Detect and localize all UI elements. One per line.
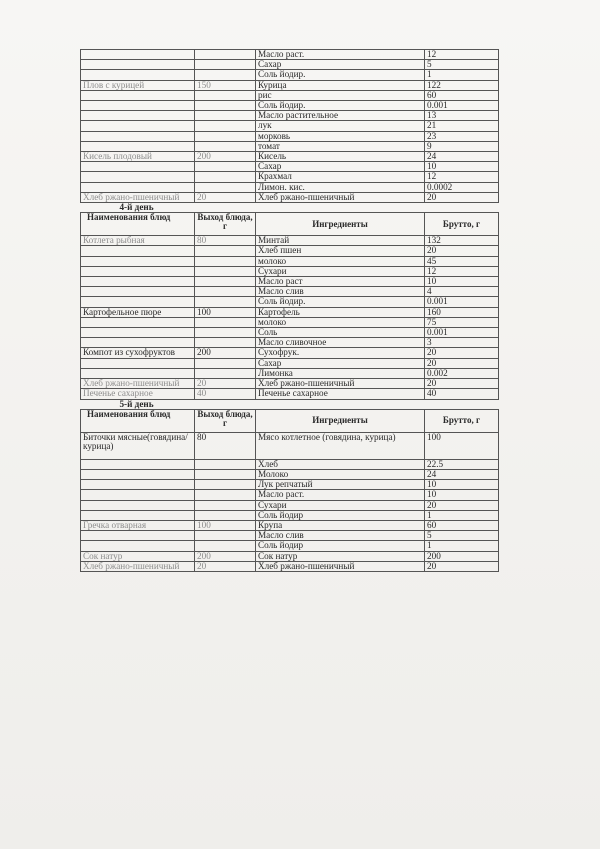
dish-name-cell (81, 490, 195, 500)
dish-name-cell (81, 131, 195, 141)
dish-name-cell (81, 111, 195, 121)
day-4-title-row (81, 203, 499, 213)
dish-name-cell (81, 368, 195, 378)
table-row (81, 551, 499, 561)
dish-yield-cell: 80 (195, 432, 256, 459)
ingredient-cell: Курица (256, 80, 425, 90)
table-header-row (81, 409, 499, 432)
gross-weight-cell: 10 (425, 490, 499, 500)
dish-yield-cell (195, 70, 256, 80)
table-row (81, 490, 499, 500)
ingredient-cell: Соль (256, 328, 425, 338)
gross-weight-cell: 20 (425, 348, 499, 358)
gross-weight-cell: 5 (425, 60, 499, 70)
table-row (81, 480, 499, 490)
ingredient-cell: Масло раст. (256, 50, 425, 60)
dish-name-cell (81, 358, 195, 368)
dish-name-cell (81, 50, 195, 60)
ingredient-cell: Соль йодир (256, 510, 425, 520)
ingredient-cell: Масло слив (256, 531, 425, 541)
gross-weight-cell: 20 (425, 358, 499, 368)
ingredient-cell: Масло растительное (256, 111, 425, 121)
day-title: 5-й день (119, 399, 154, 409)
dish-yield-cell: 200 (195, 551, 256, 561)
dish-yield-cell: 40 (195, 389, 256, 399)
dish-name-cell (81, 459, 195, 469)
ingredient-cell: Соль йодир. (256, 101, 425, 111)
dish-yield-cell: 100 (195, 307, 256, 317)
ingredient-cell: Лимон. кис. (256, 182, 425, 192)
dish-yield-cell (195, 60, 256, 70)
dish-yield-cell (195, 469, 256, 479)
gross-weight-cell: 1 (425, 541, 499, 551)
gross-weight-cell: 22.5 (425, 459, 499, 469)
empty-cell (256, 399, 425, 409)
dish-yield-cell (195, 510, 256, 520)
dish-name-cell (81, 266, 195, 276)
ingredient-cell: Хлеб ржано-пшеничный (256, 561, 425, 571)
gross-weight-cell: 24 (425, 469, 499, 479)
dish-yield-cell (195, 121, 256, 131)
dish-name-cell (81, 541, 195, 551)
header-yield: Выход блюда, г (195, 409, 256, 432)
dish-name-cell (81, 510, 195, 520)
dish-name-cell: Гречка отварная (81, 520, 195, 530)
dish-yield-cell: 200 (195, 348, 256, 358)
ingredient-cell: Лук репчатый (256, 480, 425, 490)
table-row (81, 358, 499, 368)
table-row (81, 60, 499, 70)
table-row (81, 469, 499, 479)
header-gross-weight: Брутто, г (425, 409, 499, 432)
dish-yield-cell (195, 338, 256, 348)
ingredient-cell: Молоко (256, 469, 425, 479)
dish-yield-cell (195, 368, 256, 378)
gross-weight-cell: 40 (425, 389, 499, 399)
table-row (81, 561, 499, 571)
ingredient-cell: морковь (256, 131, 425, 141)
ingredient-cell: Печенье сахарное (256, 389, 425, 399)
gross-weight-cell: 12 (425, 172, 499, 182)
ingredient-cell: Масло раст (256, 277, 425, 287)
gross-weight-cell: 132 (425, 236, 499, 246)
gross-weight-cell: 20 (425, 192, 499, 202)
table-row (81, 500, 499, 510)
ingredient-cell: молоко (256, 317, 425, 327)
dish-yield-cell: 100 (195, 520, 256, 530)
gross-weight-cell: 60 (425, 90, 499, 100)
dish-name-cell: Хлеб ржано-пшеничный (81, 561, 195, 571)
dish-name-cell (81, 90, 195, 100)
dish-yield-cell: 200 (195, 152, 256, 162)
gross-weight-cell: 0.001 (425, 328, 499, 338)
table-row (81, 182, 499, 192)
dish-yield-cell: 20 (195, 561, 256, 571)
dish-name-cell: Хлеб ржано-пшеничный (81, 192, 195, 202)
ingredient-cell: Крахмал (256, 172, 425, 182)
dish-yield-cell (195, 246, 256, 256)
dish-name-cell: Биточки мясные(говядина/курица) (81, 432, 195, 459)
gross-weight-cell: 13 (425, 111, 499, 121)
ingredient-cell: Сахар (256, 60, 425, 70)
ingredient-cell: Хлеб (256, 459, 425, 469)
dish-name-cell: Компот из сухофруктов (81, 348, 195, 358)
table-row (81, 121, 499, 131)
table-row (81, 246, 499, 256)
gross-weight-cell: 1 (425, 70, 499, 80)
table-row (81, 307, 499, 317)
gross-weight-cell: 1 (425, 510, 499, 520)
empty-cell (195, 203, 256, 213)
table-row (81, 459, 499, 469)
dish-name-cell (81, 328, 195, 338)
menu-table-body (81, 50, 499, 572)
table-row (81, 152, 499, 162)
dish-name-cell (81, 480, 195, 490)
dish-name-cell (81, 531, 195, 541)
gross-weight-cell: 75 (425, 317, 499, 327)
ingredient-cell: рис (256, 90, 425, 100)
ingredient-cell: Кисель (256, 152, 425, 162)
dish-name-cell (81, 338, 195, 348)
gross-weight-cell: 100 (425, 432, 499, 459)
dish-yield-cell (195, 131, 256, 141)
dish-yield-cell (195, 277, 256, 287)
dish-name-cell (81, 500, 195, 510)
table-row (81, 287, 499, 297)
ingredient-cell: Масло сливочное (256, 338, 425, 348)
table-row (81, 348, 499, 358)
table-row (81, 111, 499, 121)
header-dish-name: Наименования блюд (81, 409, 195, 432)
table-row (81, 192, 499, 202)
dish-yield-cell: 80 (195, 236, 256, 246)
table-row (81, 317, 499, 327)
ingredient-cell: Сахар (256, 162, 425, 172)
dish-name-cell (81, 121, 195, 131)
dish-yield-cell (195, 297, 256, 307)
ingredient-cell: Крупа (256, 520, 425, 530)
dish-name-cell (81, 162, 195, 172)
gross-weight-cell: 0.001 (425, 297, 499, 307)
dish-yield-cell (195, 500, 256, 510)
table-row (81, 277, 499, 287)
dish-yield-cell (195, 50, 256, 60)
ingredient-cell: лук (256, 121, 425, 131)
ingredient-cell: Картофель (256, 307, 425, 317)
dish-name-cell: Печенье сахарное (81, 389, 195, 399)
table-row (81, 266, 499, 276)
gross-weight-cell: 122 (425, 80, 499, 90)
table-row (81, 162, 499, 172)
table-row (81, 80, 499, 90)
ingredient-cell: томат (256, 141, 425, 151)
ingredient-cell: Хлеб пшен (256, 246, 425, 256)
gross-weight-cell: 0.0002 (425, 182, 499, 192)
dish-yield-cell (195, 358, 256, 368)
ingredient-cell: Соль йодир (256, 541, 425, 551)
table-row (81, 141, 499, 151)
empty-cell (256, 203, 425, 213)
dish-name-cell (81, 70, 195, 80)
table-row (81, 90, 499, 100)
dish-yield-cell (195, 480, 256, 490)
table-row (81, 531, 499, 541)
table-header-row (81, 213, 499, 236)
dish-name-cell (81, 297, 195, 307)
day-5-title-row (81, 399, 499, 409)
gross-weight-cell: 20 (425, 500, 499, 510)
ingredient-cell: Соль йодир. (256, 297, 425, 307)
dish-yield-cell (195, 287, 256, 297)
ingredient-cell: Минтай (256, 236, 425, 246)
ingredient-cell: Хлеб ржано-пшеничный (256, 192, 425, 202)
dish-yield-cell (195, 101, 256, 111)
dish-name-cell (81, 469, 195, 479)
dish-name-cell (81, 277, 195, 287)
gross-weight-cell: 200 (425, 551, 499, 561)
dish-yield-cell (195, 531, 256, 541)
empty-cell (425, 203, 499, 213)
table-row (81, 338, 499, 348)
day-title: 4-й день (119, 202, 154, 213)
dish-yield-cell: 20 (195, 379, 256, 389)
table-row (81, 389, 499, 399)
table-row (81, 131, 499, 141)
ingredient-cell: Сухари (256, 500, 425, 510)
gross-weight-cell: 10 (425, 480, 499, 490)
table-row (81, 101, 499, 111)
dish-name-cell (81, 246, 195, 256)
dish-yield-cell (195, 317, 256, 327)
ingredient-cell: Масло раст. (256, 490, 425, 500)
ingredient-cell: Мясо котлетное (говядина, курица) (256, 432, 425, 459)
ingredient-cell: Сухари (256, 266, 425, 276)
dish-name-cell (81, 60, 195, 70)
ingredient-cell: Масло слив (256, 287, 425, 297)
table-row (81, 510, 499, 520)
dish-yield-cell (195, 266, 256, 276)
gross-weight-cell: 0.001 (425, 101, 499, 111)
dish-yield-cell (195, 172, 256, 182)
dish-name-cell (81, 172, 195, 182)
empty-cell (425, 399, 499, 409)
gross-weight-cell: 160 (425, 307, 499, 317)
gross-weight-cell: 4 (425, 287, 499, 297)
dish-name-cell: Кисель плодовый (81, 152, 195, 162)
dish-name-cell (81, 182, 195, 192)
header-ingredients: Ингредиенты (256, 409, 425, 432)
ingredient-cell: Сухофрук. (256, 348, 425, 358)
header-ingredients: Ингредиенты (256, 213, 425, 236)
header-gross-weight: Брутто, г (425, 213, 499, 236)
empty-cell (195, 399, 256, 409)
gross-weight-cell: 24 (425, 152, 499, 162)
dish-name-cell (81, 101, 195, 111)
gross-weight-cell: 21 (425, 121, 499, 131)
dish-yield-cell (195, 182, 256, 192)
table-row (81, 236, 499, 246)
dish-name-cell: Плов с курицей (81, 80, 195, 90)
table-row (81, 256, 499, 266)
gross-weight-cell: 20 (425, 561, 499, 571)
gross-weight-cell: 10 (425, 162, 499, 172)
table-row (81, 297, 499, 307)
ingredient-cell: Соль йодир. (256, 70, 425, 80)
gross-weight-cell: 12 (425, 50, 499, 60)
dish-yield-cell (195, 141, 256, 151)
header-yield: Выход блюда, г (195, 213, 256, 236)
dish-name-cell (81, 141, 195, 151)
gross-weight-cell: 20 (425, 246, 499, 256)
ingredient-cell: молоко (256, 256, 425, 266)
dish-name-cell: Картофельное пюре (81, 307, 195, 317)
gross-weight-cell: 20 (425, 379, 499, 389)
table-row (81, 70, 499, 80)
gross-weight-cell: 5 (425, 531, 499, 541)
gross-weight-cell: 10 (425, 277, 499, 287)
gross-weight-cell: 45 (425, 256, 499, 266)
table-row (81, 520, 499, 530)
dish-yield-cell: 20 (195, 192, 256, 202)
table-row (81, 172, 499, 182)
dish-name-cell: Котлета рыбная (81, 236, 195, 246)
ingredient-cell: Хлеб ржано-пшеничный (256, 379, 425, 389)
gross-weight-cell: 23 (425, 131, 499, 141)
menu-table (80, 49, 499, 572)
dish-yield-cell (195, 90, 256, 100)
gross-weight-cell: 12 (425, 266, 499, 276)
gross-weight-cell: 60 (425, 520, 499, 530)
dish-yield-cell (195, 490, 256, 500)
ingredient-cell: Сахар (256, 358, 425, 368)
dish-name-cell (81, 317, 195, 327)
table-row (81, 541, 499, 551)
dish-yield-cell (195, 111, 256, 121)
dish-name-cell: Хлеб ржано-пшеничный (81, 379, 195, 389)
dish-name-cell (81, 287, 195, 297)
dish-yield-cell (195, 459, 256, 469)
ingredient-cell: Лимонка (256, 368, 425, 378)
dish-yield-cell (195, 256, 256, 266)
table-row (81, 379, 499, 389)
dish-yield-cell (195, 328, 256, 338)
dish-name-cell (81, 256, 195, 266)
gross-weight-cell: 3 (425, 338, 499, 348)
dish-yield-cell (195, 541, 256, 551)
table-row (81, 328, 499, 338)
ingredient-cell: Сок натур (256, 551, 425, 561)
gross-weight-cell: 0.002 (425, 368, 499, 378)
table-row (81, 50, 499, 60)
dish-yield-cell (195, 162, 256, 172)
table-row (81, 432, 499, 459)
table-row (81, 368, 499, 378)
dish-name-cell: Сок натур (81, 551, 195, 561)
gross-weight-cell: 9 (425, 141, 499, 151)
header-dish-name: Наименования блюд (81, 213, 195, 236)
dish-yield-cell: 150 (195, 80, 256, 90)
